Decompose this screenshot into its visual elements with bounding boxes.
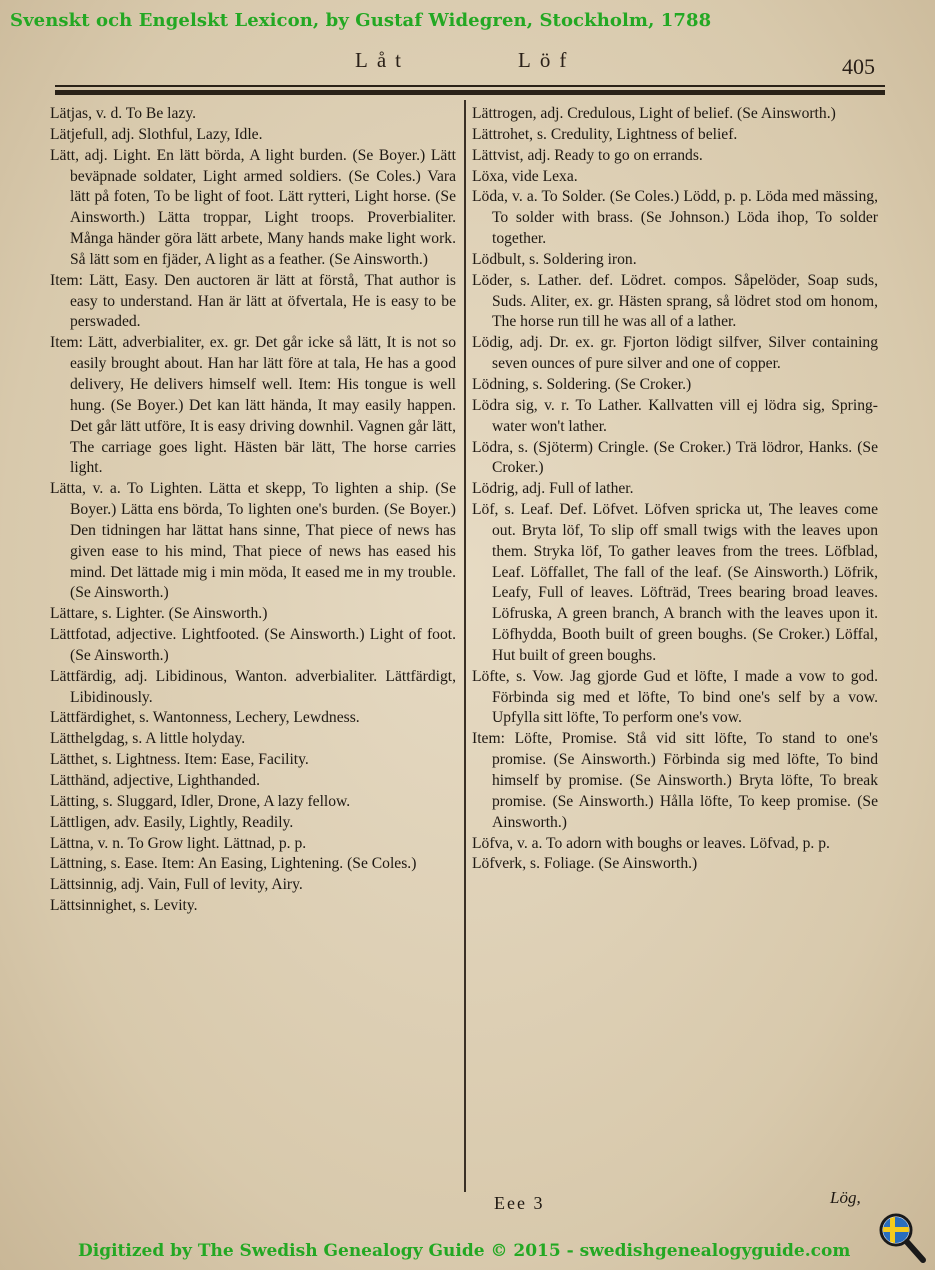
entry-latting: Lätting, s. Sluggard, Idler, Drone, A lazy fellow. bbox=[50, 792, 351, 810]
page-number: 405 bbox=[842, 54, 875, 79]
entry-lattfardig: Lättfärdig, adj. Libidinous, Wanton. adverbialiter. Lättfärdigt, Libidinously. bbox=[50, 667, 456, 706]
left-column bbox=[50, 104, 456, 917]
entry-lattfotad: Lättfotad, adjective. Lightfooted. (Se Ainsworth.) Light of foot. (Se Ainsworth.) bbox=[50, 626, 456, 664]
signature-mark: Eee 3 bbox=[494, 1193, 545, 1213]
entry-lattsinnig: Lättsinnig, adj. Vain, Full of levity, Airy. bbox=[50, 876, 303, 894]
entry-latjefull: Lätjefull, adj. Slothful, Lazy, Idle. bbox=[50, 125, 263, 143]
entry-lodbult: Lödbult, s. Soldering iron. bbox=[472, 250, 637, 268]
entry-lattna: Lättna, v. n. To Grow light. Lättnad, p. p. bbox=[50, 834, 307, 852]
entry-lattvist: Lättvist, adj. Ready to go on errands. bbox=[472, 146, 703, 164]
entry-latta: Lätta, v. a. To Lighten. Lätta et skepp, To lighten a ship. (Se Boyer.) Lätta ens börda, To lighten one's burden. (Se Boyer.) Den tidningen har lättat hans sinne, That piece of news has given ease to his mind, That piece of news has eased his mind. Det lättade mig i min möda, It eased me in my trouble. (Se Ainsworth.) bbox=[50, 480, 456, 602]
entry-lodig: Lödig, adj. Dr. ex. gr. Fjorton lödigt silfver, Silver containing seven ounces of pure silver and one of copper. bbox=[472, 334, 878, 373]
running-head-right: Löf bbox=[518, 48, 576, 72]
entry-lofverk: Löfverk, s. Foliage. (Se Ainsworth.) bbox=[472, 855, 698, 873]
banner-bottom: Digitized by The Swedish Genealogy Guide © 2015 - swedishgenealogyguide.com bbox=[78, 1241, 851, 1261]
header-rule-thin bbox=[55, 85, 885, 87]
entry-loder: Löder, s. Lather. def. Lödret. compos. Såpelöder, Soap suds, Suds. Aliter, ex. gr. Hästen sprang, så lödret stod om honom, The horse run till he was all of a lather. bbox=[472, 271, 878, 331]
header-rule-thick bbox=[55, 90, 885, 95]
banner-top: Svenskt och Engelskt Lexicon, by Gustaf Widegren, Stockholm, 1788 bbox=[10, 10, 712, 31]
magnifier-flag-icon bbox=[878, 1212, 928, 1266]
entry-lodra: Lödra, s. (Sjöterm) Cringle. (Se Croker.) Trä lödror, Hanks. (Se Croker.) bbox=[472, 438, 878, 477]
entry-lofva: Löfva, v. a. To adorn with boughs or leaves. Löfvad, p. p. bbox=[472, 834, 830, 852]
entry-lodning: Lödning, s. Soldering. (Se Croker.) bbox=[472, 375, 692, 393]
entry-lofte: Löfte, s. Vow. Jag gjorde Gud et löfte, I made a vow to god. Förbinda sig med et löfte, To bind one's self by a vow. Upfylla sitt löfte, To perform one's vow. bbox=[472, 667, 878, 727]
entry-latthand: Lätthänd, adjective, Lighthanded. bbox=[50, 772, 261, 789]
entry-latt-adverb: Item: Lätt, adverbialiter, ex. gr. Det går icke så lätt, It is not so easily brought about. Han har lätt före at tala, He has a good delivery, He delivers himself well. Item: His tongue is well hung. (Se Boyer.) Det kan lätt hända, It may easily happen. Det går lätt utföre, It is easy driving downhil. Vagnen går lätt, The carriage goes light. Hästen bär lätt, The horse carries light. bbox=[50, 334, 456, 477]
entry-lodrig: Lödrig, adj. Full of lather. bbox=[472, 480, 634, 498]
entry-lodra-sig: Lödra sig, v. r. To Lather. Kallvatten vill ej lödra sig, Spring-water won't lather. bbox=[472, 396, 878, 435]
entry-lattrogen: Lättrogen, adj. Credulous, Light of belief. (Se Ainsworth.) bbox=[472, 105, 836, 122]
column-divider bbox=[464, 100, 466, 1192]
right-column bbox=[472, 104, 878, 875]
running-head-left: Låt bbox=[355, 48, 410, 72]
entry-loda: Löda, v. a. To Solder. (Se Coles.) Lödd, p. p. Löda med mässing, To solder with brass. (Se Johnson.) Löda ihop, To solder together. bbox=[472, 188, 878, 248]
catchword: Lög, bbox=[830, 1188, 861, 1207]
entry-lofte-promise: Item: Löfte, Promise. Stå vid sitt löfte, To stand to one's promise. (Se Ainsworth.) Förbinda sig med löfte, To bind himself by promise. (Se Ainsworth.) Bryta löfte, To break promise. (Se Ainsworth.) Hålla löfte, To keep promise. (Se Ainsworth.) bbox=[472, 730, 878, 831]
entry-loxa: Löxa, vide Lexa. bbox=[472, 167, 578, 185]
entry-latt: Lätt, adj. Light. En lätt börda, A light burden. (Se Boyer.) Lätt beväpnade soldater, Light armed soldiers. (Se Coles.) Vara lätt på foten, To be light of foot. Lätt rytteri, Light horse. (Se Ainsworth.) Lätta troppar, Light troops. Proverbialiter. Många händer göra lätt arbete, Many hands make light work. Så lätt som en fjäder, A light as a feather. (Se Ainsworth.) bbox=[50, 146, 456, 268]
entry-lof: Löf, s. Leaf. Def. Löfvet. Löfven spricka ut, The leaves come out. Bryta löf, To slip off small twigs with the leaves upon them. Stryka löf, To gather leaves from the trees. Löfblad, Leaf. Löffallet, The fall of the leaf. (Se Ainsworth.) Löfrik, Leafy, Full of leaves. Löfträd, Trees bearing broad leaves. Löfruska, A green branch, A branch with the leaves upon it. Löfhydda, Booth built of green boughs. (Se Croker.) Löffal, Hut built of green boughs. bbox=[472, 501, 878, 664]
entry-lattsinnighet: Lättsinnighet, s. Levity. bbox=[50, 897, 198, 915]
entry-latthet: Lätthet, s. Lightness. Item: Ease, Facility. bbox=[50, 751, 309, 769]
entry-latt-easy: Item: Lätt, Easy. Den auctoren är lätt at förstå, That author is easy to understand. Han är lätt at öfvertala, He is easy to be perswaded. bbox=[50, 271, 456, 331]
entry-lattfardighet: Lättfärdighet, s. Wantonness, Lechery, Lewdness. bbox=[50, 709, 360, 727]
entry-lattrohet: Lättrohet, s. Credulity, Lightness of belief. bbox=[472, 125, 738, 143]
entry-latjas: Lätjas, v. d. To Be lazy. bbox=[50, 105, 196, 122]
entry-lattligen: Lättligen, adv. Easily, Lightly, Readily. bbox=[50, 813, 294, 831]
entry-lattning: Lättning, s. Ease. Item: An Easing, Lightening. (Se Coles.) bbox=[50, 855, 417, 873]
entry-lattare: Lättare, s. Lighter. (Se Ainsworth.) bbox=[50, 605, 268, 623]
entry-latthelgdag: Lätthelgdag, s. A little holyday. bbox=[50, 730, 246, 748]
